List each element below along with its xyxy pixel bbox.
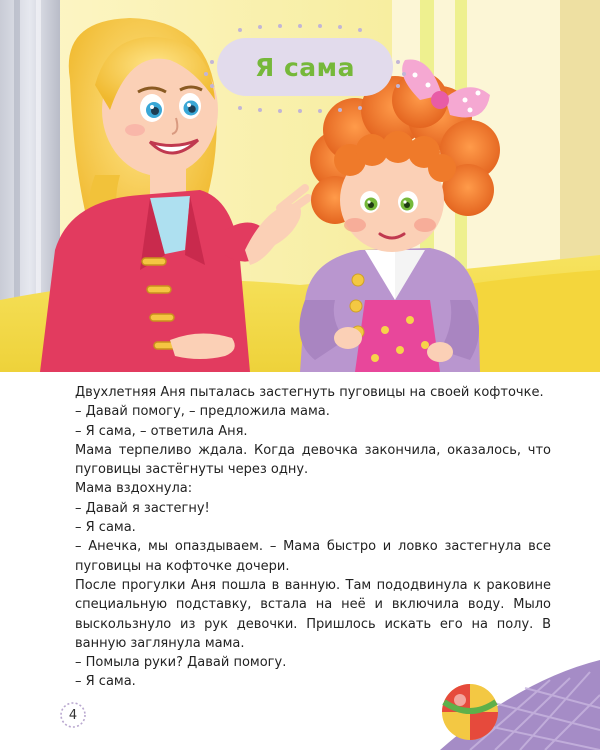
paragraph: – Анечка, мы опаздываем. – Мама быстро и ловко застегнула все пуговицы на кофточке дочери.	[75, 539, 551, 574]
paragraph: Мама терпеливо ждала. Когда девочка закончила, оказалось, что пуговицы застёгнуты через одну.	[75, 442, 551, 478]
paragraph: Двухлетняя Аня пыталась застегнуть пуговицы на своей кофточке.	[75, 385, 544, 400]
ball-icon	[442, 684, 498, 740]
story-illustration	[0, 0, 600, 372]
corner-decoration	[400, 640, 600, 750]
paragraph: – Я сама.	[75, 520, 136, 536]
paragraph: После прогулки Аня пошла в ванную. Там пододвинула к раковине специальную подставку, встала на неё и включила воду. Мыло выскользнуло из рук девочки. Пришлось искать его на полу. В ванную заглянула мама.	[75, 577, 551, 651]
paragraph: – Давай я застегну!	[75, 500, 210, 516]
paragraph: – Я сама, – ответила Аня.	[75, 423, 248, 439]
title-badge	[217, 38, 393, 96]
page-number: 4	[68, 707, 78, 723]
page-number-badge	[60, 702, 86, 728]
paragraph: – Помыла руки? Давай помогу.	[75, 655, 287, 671]
paragraph: – Давай помогу, – предложила мама.	[75, 404, 330, 420]
paragraph: Мама вздохнула:	[75, 481, 193, 497]
story-title: Я сама	[255, 52, 355, 82]
paragraph: – Я сама.	[75, 674, 136, 690]
